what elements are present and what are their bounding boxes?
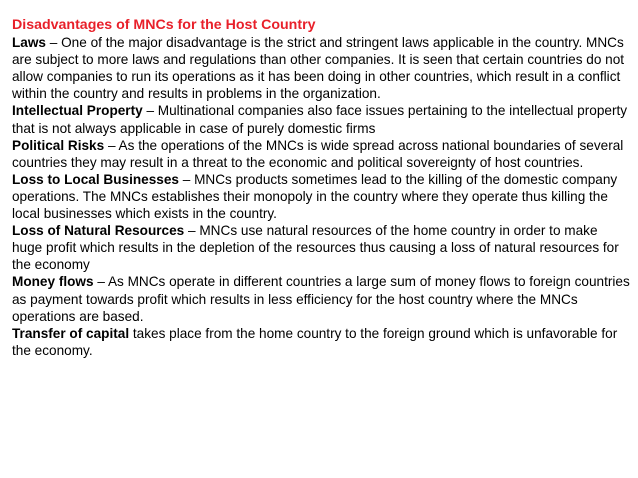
paragraph-loss-local-businesses — [12, 171, 630, 222]
slide-content — [12, 17, 630, 359]
paragraph-political-risks — [12, 137, 630, 171]
term-loss-local-businesses: Loss to Local Businesses — [12, 171, 179, 187]
slide-title: Disadvantages of MNCs for the Host Country — [12, 17, 316, 33]
text-political-risks: – As the operations of the MNCs is wide spread across national boundaries of several countries they may result in a threat to the economic and political sovereignty of host countries. — [12, 137, 624, 170]
paragraph-transfer-capital — [12, 325, 630, 359]
term-intellectual-property: Intellectual Property — [12, 103, 143, 119]
paragraph-laws — [12, 34, 630, 102]
text-intellectual-property: – Multinational companies also face issues pertaining to the intellectual property that is not always applicable in case of purely domestic firms — [12, 103, 628, 136]
text-money-flows: – As MNCs operate in different countries a large sum of money flows to foreign countries as payment towards profit which results in less efficiency for the host country where the MNCs operations are based. — [12, 274, 630, 324]
text-loss-natural-resources: – MNCs use natural resources of the home country in order to make huge profit which results in the depletion of the resources thus causing a loss of natural resources for the economy — [12, 223, 619, 273]
text-transfer-capital: takes place from the home country to the foreign ground which is unfavorable for the economy. — [12, 325, 618, 358]
term-transfer-capital: Transfer of capital — [12, 325, 130, 341]
term-loss-natural-resources: Loss of Natural Resources — [12, 223, 185, 239]
term-laws: Laws — [12, 35, 46, 51]
term-political-risks: Political Risks — [12, 137, 105, 153]
text-loss-local-businesses: – MNCs products sometimes lead to the killing of the domestic company operations. The MNCs establishes their monopoly in the country where they operate thus killing the local businesses which exists in the country. — [12, 171, 618, 222]
term-money-flows: Money flows — [12, 274, 94, 290]
text-laws: – One of the major disadvantage is the strict and stringent laws applicable in the country. MNCs are subject to more laws and regulations than other companies. It is seen that certain countries do not allow companies to run its operations as it has been doing in other countries, which result in a conflict within the country and results in problems in the organization. — [12, 35, 625, 102]
paragraph-loss-natural-resources — [12, 222, 630, 273]
paragraph-intellectual-property — [12, 102, 630, 136]
paragraph-money-flows — [12, 273, 630, 324]
